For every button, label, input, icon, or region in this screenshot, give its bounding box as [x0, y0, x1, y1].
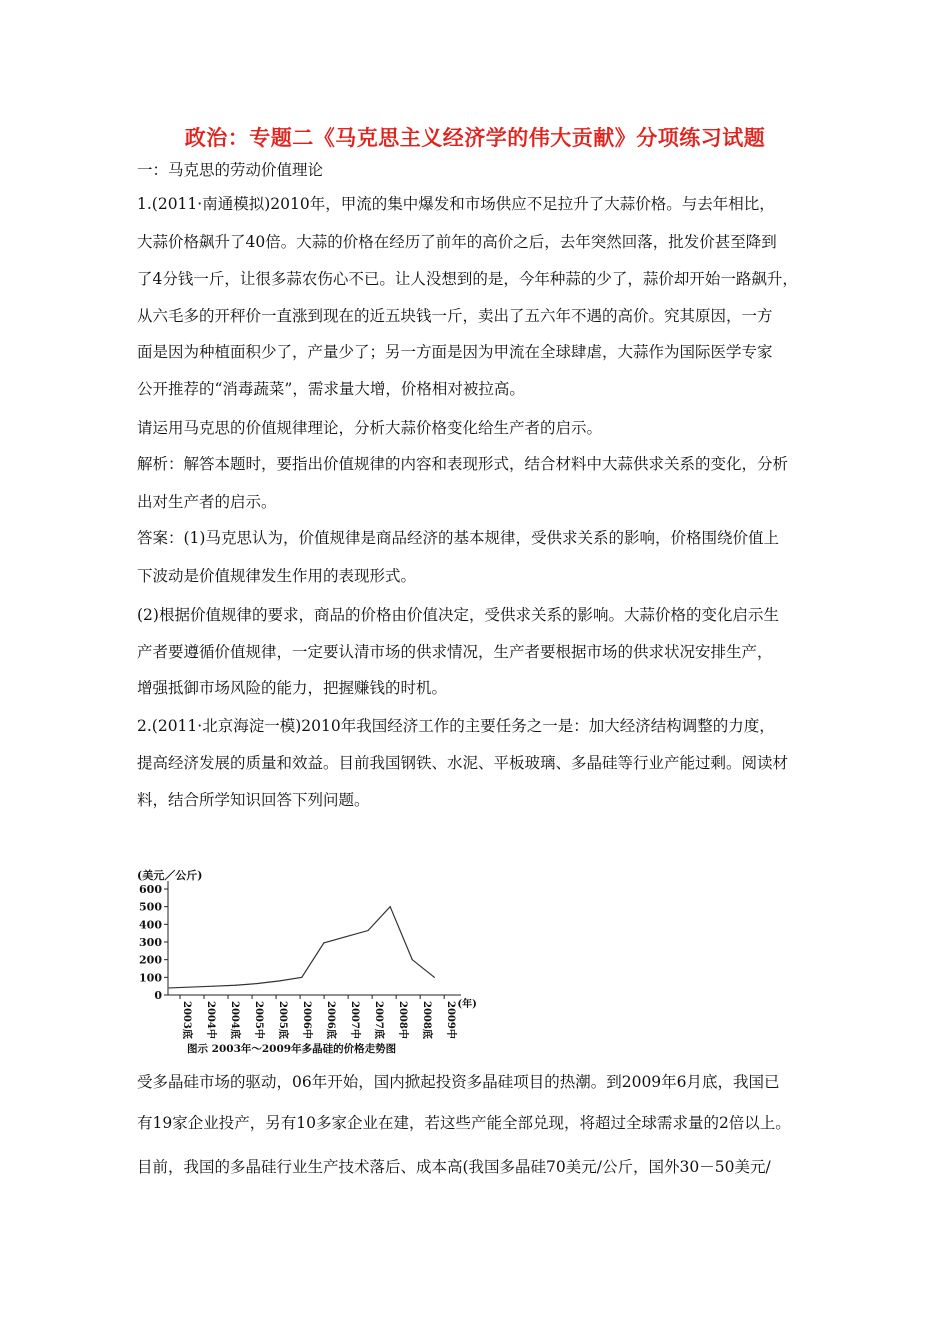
text-line: 大蒜价格飙升了40倍。大蒜的价格在经历了前年的高价之后，去年突然回落，批发价甚至降到 [137, 233, 777, 251]
text-line: 解析：解答本题时，要指出价值规律的内容和表现形式，结合材料中大蒜供求关系的变化，分析 [137, 455, 789, 473]
x-tick-label: 2008中 [397, 1001, 409, 1039]
text-line: 提高经济发展的质量和效益。目前我国钢铁、水泥、平板玻璃、多晶硅等行业产能过剩。阅读材 [137, 754, 789, 772]
price-series-line [169, 907, 434, 988]
text-line: 下波动是价值规律发生作用的表现形式。 [137, 567, 417, 585]
x-tick-label: 2004中 [205, 1001, 217, 1039]
text-line: 公开推荐的“消毒蔬菜”，需求量大增，价格相对被拉高。 [137, 380, 525, 398]
text-line: 有19家企业投产，另有10多家企业在建，若这些产能全部兑现，将超过全球需求量的2倍以上。 [137, 1114, 791, 1132]
price-point [323, 942, 324, 943]
price-point [367, 930, 368, 931]
price-chart [137, 862, 497, 1058]
y-tick-label: 600 [139, 883, 162, 896]
price-point [257, 983, 258, 984]
text-line: 从六毛多的开秤价一直涨到现在的近五块钱一斤，卖出了五六年不遇的高价。究其原因，一方 [137, 307, 773, 325]
price-point [191, 986, 192, 987]
price-point [235, 985, 236, 986]
text-line: 答案：(1)马克思认为，价值规律是商品经济的基本规律，受供求关系的影响，价格围绕价值上 [137, 529, 779, 547]
y-tick-label: 500 [139, 900, 162, 914]
text-line: 2.(2011·北京海淀一模)2010年我国经济工作的主要任务之一是：加大经济结构调整的力度， [137, 717, 775, 735]
y-axis-label: (美元／公斤) [137, 869, 203, 882]
price-point [301, 977, 302, 978]
price-point [345, 936, 346, 937]
text-line: 目前，我国的多晶硅行业生产技术落后、成本高(我国多晶硅70美元/公斤，国外30－50美元/ [137, 1158, 771, 1176]
y-tick-label: 400 [139, 918, 162, 932]
x-tick-label: 2004底 [229, 1001, 241, 1039]
x-tick-label: 2005中 [253, 1001, 265, 1039]
price-point [279, 980, 280, 981]
text-line: 出对生产者的启示。 [137, 493, 277, 511]
document-title: 政治：专题二《马克思主义经济学的伟大贡献》分项练习试题 [184, 126, 766, 150]
x-tick-label: 2005底 [277, 1001, 289, 1039]
y-tick-label: 100 [139, 971, 162, 985]
text-line: (2)根据价值规律的要求，商品的价格由价值决定，受供求关系的影响。大蒜价格的变化启示生 [137, 606, 779, 624]
x-tick-label: 2007底 [373, 1001, 385, 1039]
text-line: 产者要遵循价值规律，一定要认清市场的供求情况，生产者要根据市场的供求状况安排生产， [137, 643, 773, 661]
x-tick-label: 2007中 [349, 1001, 361, 1039]
price-point [169, 987, 170, 988]
x-tick-label: 2003底 [181, 1001, 193, 1039]
x-axis-label: (年) [457, 999, 477, 1010]
x-tick-label: 2008底 [421, 1001, 433, 1039]
text-line: 1.(2011·南通模拟)2010年，甲流的集中爆发和市场供应不足拉升了大蒜价格。与去年相比， [137, 195, 775, 213]
text-line: 增强抵御市场风险的能力，把握赚钱的时机。 [137, 679, 448, 697]
text-line: 了4分钱一斤，让很多蒜农伤心不已。让人没想到的是，今年种蒜的少了，蒜价却开始一路飙升， [137, 270, 798, 288]
text-line: 料，结合所学知识回答下列问题。 [137, 791, 370, 809]
price-chart-svg [137, 862, 497, 1058]
x-tick-label: 2006中 [301, 1001, 313, 1039]
price-point [434, 977, 435, 978]
x-tick-label: 2009中 [445, 1001, 457, 1039]
price-point [390, 906, 391, 907]
chart-caption: 图示 2003年～2009年多晶硅的价格走势图 [187, 1043, 397, 1055]
y-tick-label: 300 [139, 936, 162, 949]
y-tick-label: 200 [139, 953, 162, 967]
text-line: 面是因为种植面积少了，产量少了；另一方面是因为甲流在全球肆虐，大蒜作为国际医学专家 [137, 343, 773, 361]
price-point [213, 986, 214, 987]
text-line: 请运用马克思的价值规律理论，分析大蒜价格变化给生产者的启示。 [137, 419, 603, 437]
y-tick-label: 0 [154, 989, 162, 1002]
text-line: 受多晶硅市场的驱动，06年开始，国内掀起投资多晶硅项目的热潮。到2009年6月底，我国已 [137, 1073, 780, 1091]
x-tick-label: 2006底 [325, 1001, 337, 1039]
price-point [412, 959, 413, 960]
text-line: 一：马克思的劳动价值理论 [137, 161, 324, 179]
